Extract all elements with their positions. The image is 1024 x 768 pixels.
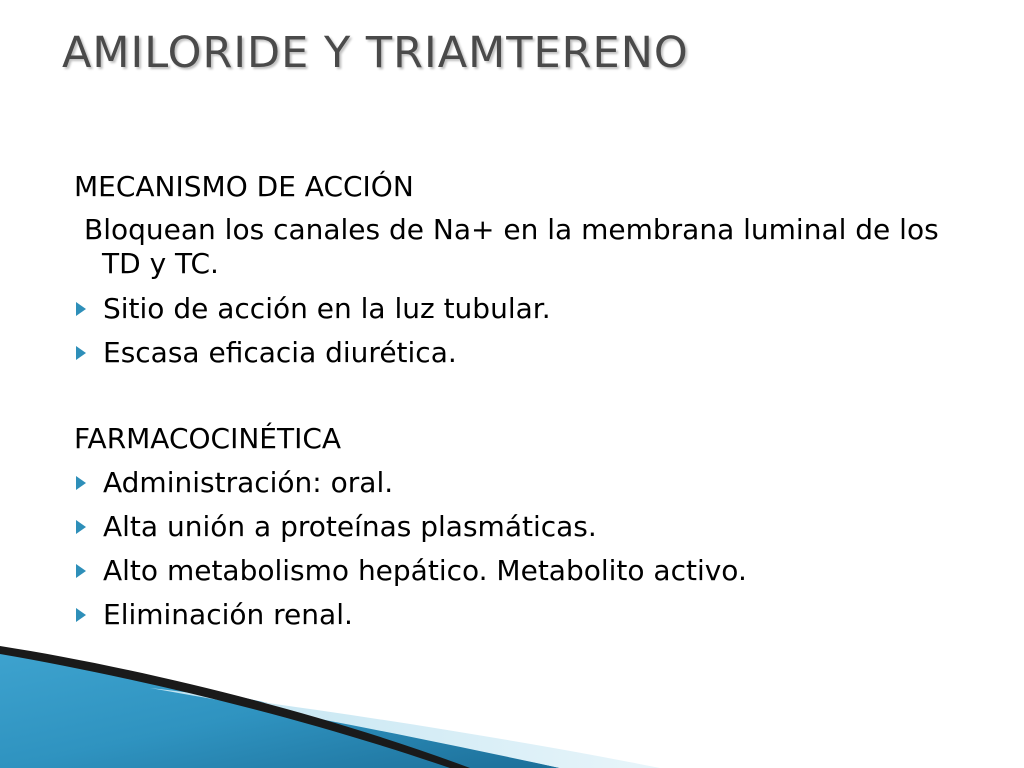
section-heading-farmacocinetica: FARMACOCINÉTICA [74,422,342,455]
list-item-text: Alta unión a proteínas plasmáticas. [103,510,597,543]
mecanismo-intro-text: Bloquean los canales de Na+ en la membrana luminal de los TD y TC. [84,213,939,280]
list-item-text: Alto metabolismo hepático. Metabolito activo. [103,554,747,587]
section-heading-mecanismo: MECANISMO DE ACCIÓN [74,170,414,203]
list-item-text: Administración: oral. [103,466,394,499]
list-item-text: Eliminación renal. [103,598,353,631]
list-item-text: Sitio de acción en la luz tubular. [103,292,551,325]
list-item-text: Escasa eficacia diurética. [103,336,457,369]
slide-title: AMILORIDE Y TRIAMTERENO [62,28,689,78]
